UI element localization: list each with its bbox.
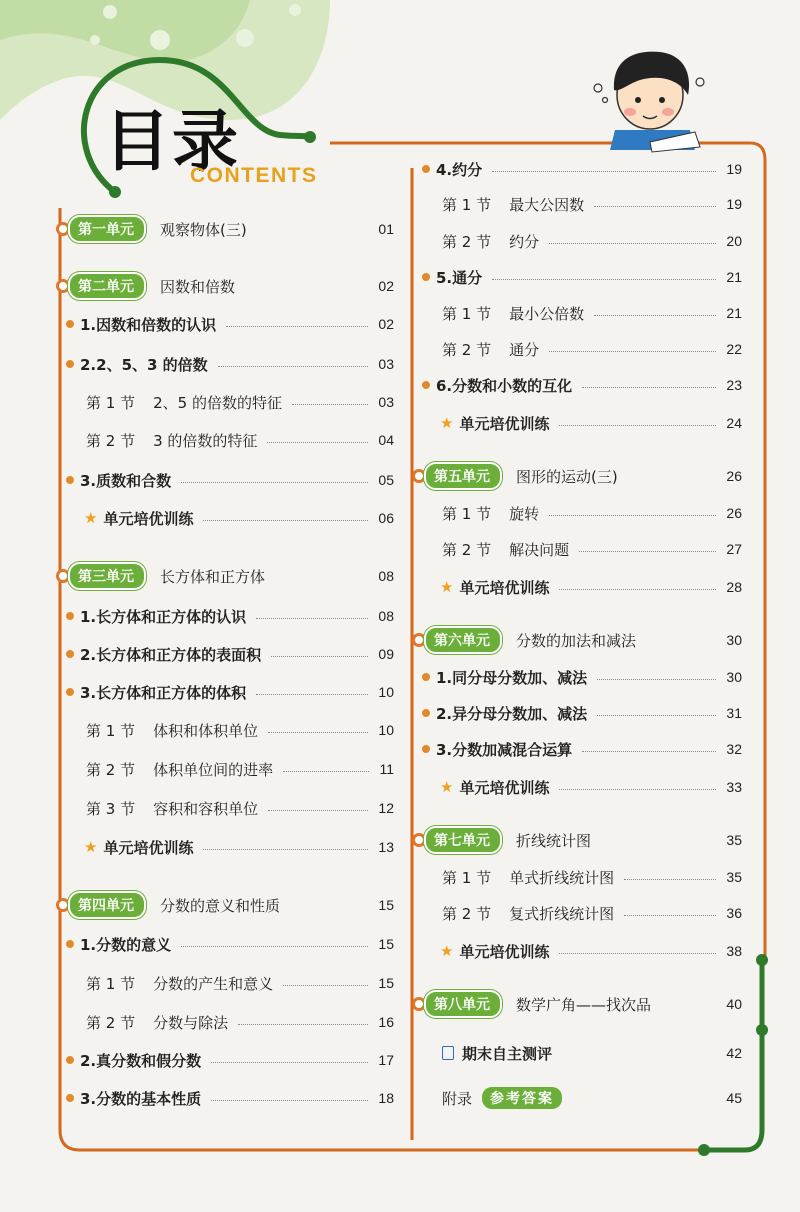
entry-title: 图形的运动(三) <box>516 467 618 486</box>
toc-entry[interactable] <box>422 156 742 182</box>
entry-title: 5.通分 <box>436 268 483 287</box>
toc-entry[interactable] <box>86 795 394 821</box>
page-number: 31 <box>726 705 742 721</box>
dot-leader <box>597 714 716 716</box>
dot-leader <box>238 1023 368 1025</box>
dot-leader <box>492 278 716 280</box>
toc-entry[interactable] <box>442 864 742 890</box>
section-number: 第 2 节 <box>86 431 136 450</box>
entry-title: 长方体和正方体 <box>160 567 266 586</box>
entry-title: 单元培优训练 <box>103 838 194 857</box>
entry-title: 3.分数加减混合运算 <box>436 740 573 759</box>
page-title: 目录 <box>104 103 240 180</box>
bullet-icon <box>422 381 430 389</box>
page-number: 06 <box>378 510 394 526</box>
toc-entry[interactable] <box>66 467 394 493</box>
toc-entry[interactable] <box>56 216 394 242</box>
entry-title: 6.分数和小数的互化 <box>436 376 573 395</box>
unit-tag: 第八单元 <box>424 990 502 1018</box>
star-icon: ★ <box>440 578 454 596</box>
star-icon: ★ <box>440 942 454 960</box>
toc-entry[interactable] <box>412 991 742 1017</box>
dot-leader <box>624 878 716 880</box>
page-number: 01 <box>378 221 394 237</box>
dot-leader <box>579 550 716 552</box>
dot-leader <box>181 481 368 483</box>
entry-title: 附录 <box>442 1089 473 1108</box>
toc-entry[interactable] <box>442 191 742 217</box>
page-number: 24 <box>726 415 742 431</box>
page-number: 03 <box>378 394 394 410</box>
bullet-icon <box>66 650 74 658</box>
entry-title: 复式折线统计图 <box>509 904 615 923</box>
page-number: 19 <box>726 196 742 212</box>
toc-entry[interactable] <box>442 228 742 254</box>
answer-tag: 参考答案 <box>482 1087 562 1109</box>
dot-leader <box>594 314 716 316</box>
dot-leader <box>268 731 368 733</box>
page-number: 27 <box>726 541 742 557</box>
entry-title: 2.真分数和假分数 <box>80 1051 202 1070</box>
toc-entry[interactable] <box>66 311 394 337</box>
page-number: 11 <box>379 761 394 777</box>
toc-entry[interactable] <box>66 679 394 705</box>
entry-title: 解决问题 <box>509 540 570 559</box>
bullet-icon <box>66 940 74 948</box>
entry-title: 体积单位间的进率 <box>153 760 274 779</box>
dot-leader <box>559 952 716 954</box>
entry-title: 体积和体积单位 <box>153 721 259 740</box>
page-number: 02 <box>378 316 394 332</box>
entry-title: 单元培优训练 <box>103 509 194 528</box>
entry-title: 旋转 <box>509 504 540 523</box>
entry-title: 1.同分母分数加、减法 <box>436 668 588 687</box>
toc-entry[interactable] <box>442 1085 742 1111</box>
page-number: 42 <box>726 1045 742 1061</box>
entry-title: 容积和容积单位 <box>153 799 259 818</box>
bullet-icon <box>66 688 74 696</box>
page-number: 20 <box>726 233 742 249</box>
entry-title: 约分 <box>509 232 540 251</box>
star-icon: ★ <box>440 778 454 796</box>
toc-entry[interactable] <box>86 756 394 782</box>
bullet-icon <box>66 612 74 620</box>
entry-title: 通分 <box>509 340 540 359</box>
toc-entry[interactable] <box>86 970 394 996</box>
page-number: 18 <box>378 1090 394 1106</box>
section-number: 第 3 节 <box>86 799 136 818</box>
page-number: 09 <box>378 646 394 662</box>
dot-leader <box>559 588 716 590</box>
entry-title: 折线统计图 <box>516 831 592 850</box>
dot-leader <box>492 170 716 172</box>
entry-title: 3 的倍数的特征 <box>153 431 258 450</box>
dot-leader <box>549 350 716 352</box>
toc-entry[interactable] <box>440 410 742 436</box>
section-number: 第 2 节 <box>86 1013 136 1032</box>
section-number: 第 1 节 <box>442 195 492 214</box>
entry-title: 分数与除法 <box>153 1013 229 1032</box>
unit-tag: 第四单元 <box>68 891 146 919</box>
section-number: 第 1 节 <box>442 304 492 323</box>
dot-leader <box>559 424 716 426</box>
dot-leader <box>624 914 716 916</box>
page-number: 19 <box>726 161 742 177</box>
toc-entry[interactable] <box>86 427 394 453</box>
entry-title: 1.分数的意义 <box>80 935 172 954</box>
dot-leader <box>292 403 368 405</box>
page-number: 10 <box>378 684 394 700</box>
unit-tag: 第五单元 <box>424 462 502 490</box>
entry-title: 1.因数和倍数的认识 <box>80 315 217 334</box>
bullet-icon <box>66 476 74 484</box>
entry-title: 期末自主测评 <box>462 1044 553 1063</box>
toc-entry[interactable] <box>422 736 742 762</box>
page-number: 15 <box>378 975 394 991</box>
dot-leader <box>559 788 716 790</box>
toc-entry[interactable] <box>442 500 742 526</box>
toc-entry[interactable] <box>66 1085 394 1111</box>
bullet-icon <box>422 673 430 681</box>
entry-title: 2、5 的倍数的特征 <box>153 393 282 412</box>
section-number: 第 1 节 <box>86 721 136 740</box>
section-number: 第 1 节 <box>86 393 136 412</box>
dot-leader <box>211 1099 368 1101</box>
toc-entry[interactable] <box>56 563 394 589</box>
dot-leader <box>549 514 716 516</box>
entry-title: 最小公倍数 <box>509 304 585 323</box>
page-number: 38 <box>726 943 742 959</box>
entry-title: 3.质数和合数 <box>80 471 172 490</box>
bullet-icon <box>422 709 430 717</box>
page-number: 04 <box>378 432 394 448</box>
page-number: 16 <box>378 1014 394 1030</box>
section-number: 第 2 节 <box>442 540 492 559</box>
toc-entry[interactable] <box>86 389 394 415</box>
page-number: 36 <box>726 905 742 921</box>
section-number: 第 1 节 <box>442 504 492 523</box>
page-number: 08 <box>378 568 394 584</box>
toc-entry[interactable] <box>440 574 742 600</box>
entry-title: 单元培优训练 <box>459 778 550 797</box>
dot-leader <box>283 984 368 986</box>
section-number: 第 1 节 <box>86 974 136 993</box>
dot-leader <box>582 386 716 388</box>
unit-tag: 第一单元 <box>68 215 146 243</box>
page-number: 17 <box>378 1052 394 1068</box>
toc-entry[interactable] <box>412 627 742 653</box>
entry-title: 单元培优训练 <box>459 942 550 961</box>
toc-entry[interactable] <box>442 1040 742 1066</box>
dot-leader <box>226 325 368 327</box>
page-number: 26 <box>726 468 742 484</box>
star-icon: ★ <box>440 414 454 432</box>
section-number: 第 2 节 <box>442 340 492 359</box>
page-number: 21 <box>726 305 742 321</box>
page-number: 23 <box>726 377 742 393</box>
page-number: 08 <box>378 608 394 624</box>
entry-title: 观察物体(三) <box>160 220 247 239</box>
toc-entry[interactable] <box>422 700 742 726</box>
exam-book-icon <box>442 1046 454 1060</box>
bullet-icon <box>422 273 430 281</box>
entry-title: 单元培优训练 <box>459 414 550 433</box>
page-number: 15 <box>378 897 394 913</box>
entry-title: 1.长方体和正方体的认识 <box>80 607 247 626</box>
bullet-icon <box>66 1056 74 1064</box>
entry-title: 4.约分 <box>436 160 483 179</box>
unit-tag: 第三单元 <box>68 562 146 590</box>
page-number: 21 <box>726 269 742 285</box>
dot-leader <box>203 848 368 850</box>
page-subtitle: CONTENTS <box>190 164 318 187</box>
toc-entry[interactable] <box>422 372 742 398</box>
page-number: 33 <box>726 779 742 795</box>
page-number: 03 <box>378 356 394 372</box>
dot-leader <box>256 617 368 619</box>
toc-entry[interactable] <box>66 931 394 957</box>
page-number: 45 <box>726 1090 742 1106</box>
toc-entry[interactable] <box>440 938 742 964</box>
toc-entry[interactable] <box>86 1009 394 1035</box>
boy-illustration <box>594 52 704 152</box>
dot-leader <box>582 750 716 752</box>
dot-leader <box>268 809 368 811</box>
toc-entry[interactable] <box>442 536 742 562</box>
entry-title: 2.2、5、3 的倍数 <box>80 355 208 374</box>
toc-entry[interactable] <box>84 505 394 531</box>
unit-tag: 第六单元 <box>424 626 502 654</box>
bullet-icon <box>422 165 430 173</box>
entry-title: 数学广角——找次品 <box>516 995 652 1014</box>
toc-entry[interactable] <box>422 664 742 690</box>
dot-leader <box>283 770 369 772</box>
dot-leader <box>181 945 368 947</box>
toc-entry[interactable] <box>422 264 742 290</box>
dot-leader <box>597 678 716 680</box>
toc-entry[interactable] <box>442 900 742 926</box>
page-number: 35 <box>726 832 742 848</box>
toc-entry[interactable] <box>442 300 742 326</box>
toc-entry[interactable] <box>412 463 742 489</box>
section-number: 第 1 节 <box>442 868 492 887</box>
page-number: 28 <box>726 579 742 595</box>
page-number: 12 <box>378 800 394 816</box>
dot-leader <box>549 242 716 244</box>
bullet-icon <box>66 1094 74 1102</box>
page-number: 02 <box>378 278 394 294</box>
toc-entry[interactable] <box>66 603 394 629</box>
page-number: 30 <box>726 669 742 685</box>
dot-leader <box>211 1061 368 1063</box>
unit-tag: 第七单元 <box>424 826 502 854</box>
toc-entry[interactable] <box>442 336 742 362</box>
bullet-icon <box>66 360 74 368</box>
entry-title: 分数的产生和意义 <box>153 974 274 993</box>
entry-title: 2.长方体和正方体的表面积 <box>80 645 262 664</box>
toc-entry[interactable] <box>66 1047 394 1073</box>
entry-title: 因数和倍数 <box>160 277 236 296</box>
toc-entry[interactable] <box>412 827 742 853</box>
entry-title: 3.分数的基本性质 <box>80 1089 202 1108</box>
page-number: 40 <box>726 996 742 1012</box>
dot-leader <box>267 441 368 443</box>
page-number: 32 <box>726 741 742 757</box>
dot-leader <box>271 655 368 657</box>
toc-entry[interactable] <box>84 834 394 860</box>
page-number: 26 <box>726 505 742 521</box>
star-icon: ★ <box>84 509 98 527</box>
entry-title: 单元培优训练 <box>459 578 550 597</box>
unit-tag: 第二单元 <box>68 272 146 300</box>
entry-title: 分数的意义和性质 <box>160 896 281 915</box>
toc-entry[interactable] <box>86 717 394 743</box>
dot-leader <box>203 519 368 521</box>
page-number: 05 <box>378 472 394 488</box>
bullet-icon <box>66 320 74 328</box>
entry-title: 最大公因数 <box>509 195 585 214</box>
entry-title: 分数的加法和减法 <box>516 631 637 650</box>
bullet-icon <box>422 745 430 753</box>
dot-leader <box>594 205 716 207</box>
page-number: 15 <box>378 936 394 952</box>
toc-entry[interactable] <box>66 641 394 667</box>
toc-entry[interactable] <box>56 273 394 299</box>
section-number: 第 2 节 <box>86 760 136 779</box>
page-number: 30 <box>726 632 742 648</box>
page-number: 10 <box>378 722 394 738</box>
toc-entry[interactable] <box>56 892 394 918</box>
page-number: 22 <box>726 341 742 357</box>
toc-entry[interactable] <box>440 774 742 800</box>
toc-entry[interactable] <box>66 351 394 377</box>
entry-title: 单式折线统计图 <box>509 868 615 887</box>
entry-title: 3.长方体和正方体的体积 <box>80 683 247 702</box>
entry-title: 2.异分母分数加、减法 <box>436 704 588 723</box>
star-icon: ★ <box>84 838 98 856</box>
page-number: 35 <box>726 869 742 885</box>
dot-leader <box>218 365 369 367</box>
section-number: 第 2 节 <box>442 904 492 923</box>
dot-leader <box>256 693 368 695</box>
page-number: 13 <box>378 839 394 855</box>
section-number: 第 2 节 <box>442 232 492 251</box>
